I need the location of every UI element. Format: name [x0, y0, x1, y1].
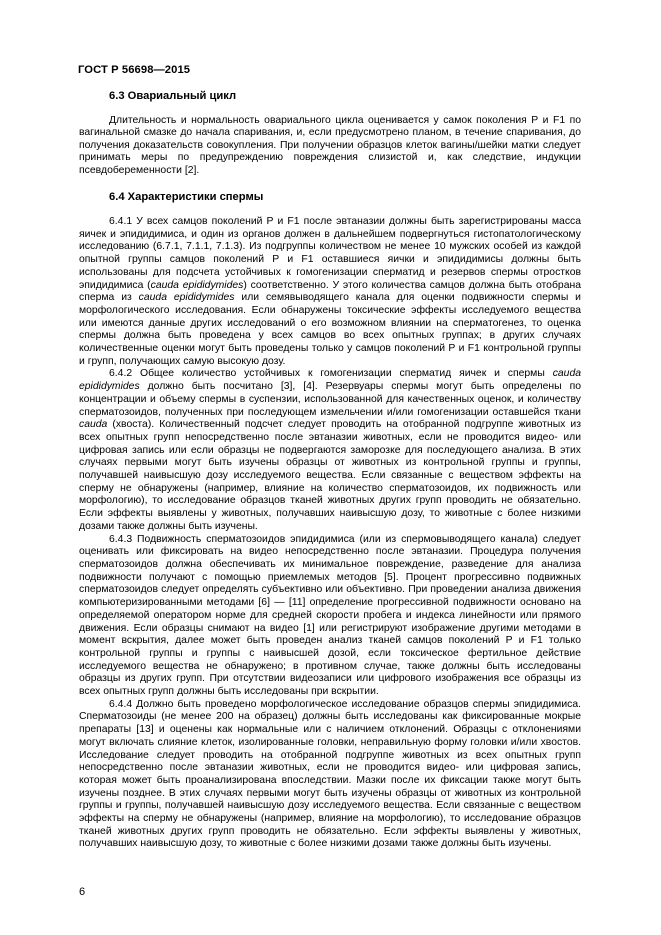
paragraph-6-4-2: 6.4.2 Общее количество устойчивых к гомогенизации сперматид яичек и спермы cauda epididymides должно быть посчитано [3], [4]. Резервуары спермы могут быть определены по концентрации и объему спермы в суспензии, использованной для качественных оценок, и количеству сперматозоидов, полученных при последующем измельчении и/или гомогенизации оставшейся ткани cauda (хвоста). Количественный подсчет следует проводить на отобранной подгруппе животных из всех опытных групп непосредственно после эвтаназии животных, если не проводится видео- или цифровая запись или если образцы не подвергаются заморозке для последующего анализа. В этих случаях первыми могут быть изучены образцы от животных из контрольной группы и группы, получавшей наивысшую дозу исследуемого вещества. Если связанные с веществом эффекты на сперму не обнаружены (например, влияние на количество сперматозоидов, их подвижность или морфологию), то исследование образцов тканей животных других групп проводить не обязательно. Если эффекты выявлены у животных, получавших наивысшую дозу, то животные с более низкими дозами также должны быть изучены. [79, 368, 581, 532]
paragraph-6-4-4: 6.4.4 Должно быть проведено морфологическое исследование образцов спермы эпидидимиса. Сперматозоиды (не менее 200 на образец) должны быть исследованы как фиксированные мокрые препараты [13] и оценены как нормальные или с наличием отклонений. Образцы с отклонениями могут включать слияние клеток, изолированные головки, неправильную форму головки и/или хвостов. Исследование следует проводить на отобранной подгруппе животных из всех опытных групп непосредственно после эвтаназии животных, если не проводится видео- или цифровая запись, которая может быть проанализирована впоследствии. Мазки после их фиксации также могут быть изучены позднее. В этих случаях первыми могут быть изучены образцы от животных из контрольной группы и группы, получавшей наивысшую дозу исследуемого вещества. Если связанные с веществом эффекты на сперму не обнаружены (например, влияние на морфологию), то исследование образцов тканей животных других групп проводить не обязательно. Если эффекты выявлены у животных, получавших наивысшую дозу, то животные с более низкими дозами также должны быть изучены. [79, 698, 581, 850]
paragraph-6-3: Длительность и нормальность овариального цикла оценивается у самок поколения Р и F1 по вагинальной смазке до начала спаривания, и, если предусмотрено планом, в течение спаривания, до получения доказательств совокупления. При получении образцов клеток вагины/шейки матки следует принимать меры по предупреждению повреждения слизистой и, как следствие, индукции псевдобеременности [2]. [79, 115, 581, 176]
section-title-6-4: 6.4 Характеристики спермы [109, 191, 264, 203]
section-body-6-4 [79, 216, 581, 851]
section-title-6-3: 6.3 Овариальный цикл [109, 90, 237, 102]
section-body-6-3 [79, 115, 581, 177]
paragraph-6-4-3: 6.4.3 Подвижность сперматозоидов эпидидимиса (или из спермовыводящего канала) следует оценивать или фиксировать на видео непосредственно после эвтаназии. Процедура получения сперматозоидов должна обеспечивать их минимальное повреждение, разведение для анализа подвижности получают с помощью приемлемых методов [5]. Процент прогрессивно подвижных сперматозоидов следует определять субъективно или объективно. При проведении анализа движения компьютеризированными методами [6] — [11] определение прогрессивной подвижности основано на определяемой оператором норме для средней скорости пробега и индекса линейности или прямого движения. Если образцы снимают на видео [1] или регистрируют изображение другими методами в момент вскрытия, далее может быть проведен анализ тканей самцов поколений Р и F1 только контрольной группы и группы с наивысшей дозой, если токсическое фертильное действие исследуемого вещества не обнаружено; в противном случае, также должны быть исследованы образцы из других групп. При отсутствии видеозаписи или цифрового изображения все образцы из всех опытных групп должны быть исследованы при вскрытии. [79, 533, 581, 698]
page-number: 6 [79, 886, 86, 898]
paragraph-6-4-1: 6.4.1 У всех самцов поколений Р и F1 после эвтаназии должны быть зарегистрированы масса яичек и эпидидимиса, и один из органов должен в дальнейшем подвергнуться гистопатологическому исследованию (6.7.1, 7.1.1, 7.1.3). Из подгруппы количеством не менее 10 мужских особей из каждой опытной группы самцов поколений Р и F1 оставшиеся яички и эпидидимисы должны быть использованы для подсчета устойчивых к гомогенизации сперматид и резервов спермы отростков эпидидимиса (cauda epididymides) соответственно. У этого количества самцов должна быть отобрана сперма из cauda epididymides или семявыводящего канала для оценки подвижности спермы и морфологического исследования. Если обнаружены токсические эффекты исследуемого вещества или имеются данные других исследований о его возможном влиянии на сперматогенез, то оценка спермы должна быть проведена у всех самцов во всех опытных группах; в других случаях количественные оценки могут быть проведены только у самцов поколений Р и F1 контрольной группы и групп, получающих самую высокую дозу. [79, 216, 581, 367]
document-code: ГОСТ Р 56698—2015 [78, 64, 191, 76]
